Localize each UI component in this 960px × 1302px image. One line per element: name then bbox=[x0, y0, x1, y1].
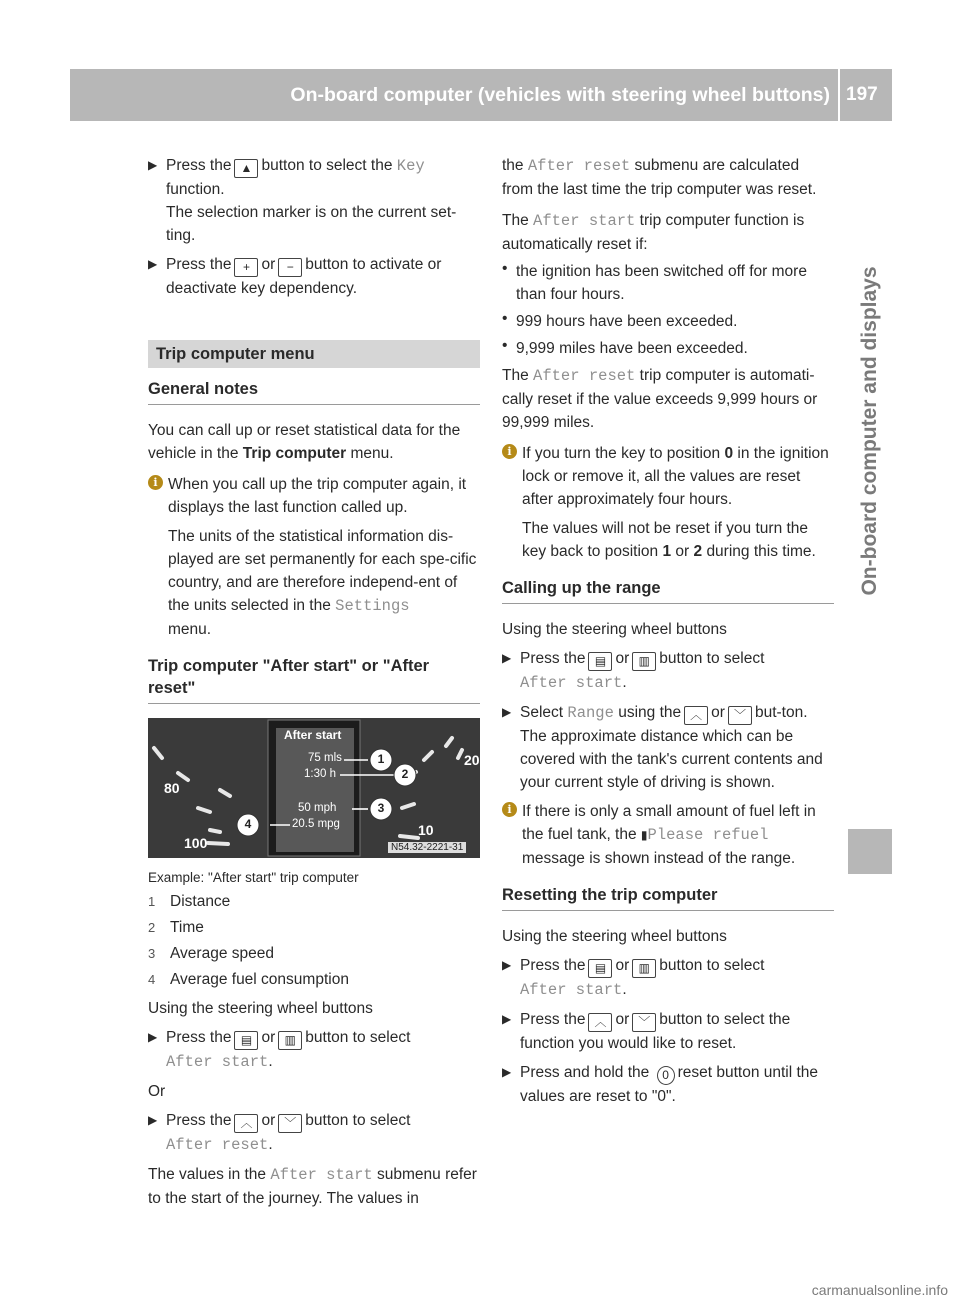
callout-2: 2 bbox=[401, 767, 409, 781]
heading-reset: Resetting the trip computer bbox=[502, 884, 834, 911]
section-band: Trip computer menu bbox=[148, 340, 480, 368]
or-text: Or bbox=[148, 1083, 166, 1100]
step-select-after-start: ▶ Press the ▤ or ▥ button to select After start. bbox=[148, 1026, 480, 1074]
info-note: i If there is only a small amount of fuel left in the fuel tank, the ▮Please refuel message is shown instead of the range. bbox=[502, 800, 834, 870]
screen-left-button-icon: ▤ bbox=[234, 1031, 258, 1050]
paragraph-general: You can call up or reset statistical data for the vehicle in the Trip computer menu. bbox=[148, 422, 461, 462]
paragraph-auto-reset: The After reset trip computer is automati-cally reset if the value exceeds 9,999 hours or 99,999 miles. bbox=[502, 367, 818, 431]
info-note: i When you call up the trip computer again, it displays the last function called up. The units of the statistical information dis-played are set permanently for each spe-cific country, and are therefore independ-ent of the units selected in the Settings menu. bbox=[148, 473, 480, 641]
page-number: 197 bbox=[846, 84, 878, 105]
right-column bbox=[502, 154, 834, 1114]
up-button-icon: ▲ bbox=[234, 159, 258, 178]
arrow-icon: ▶ bbox=[502, 651, 512, 665]
page-header bbox=[70, 69, 892, 121]
using-buttons-text: Using the steering wheel buttons bbox=[502, 621, 727, 638]
arrow-icon: ▶ bbox=[148, 1030, 158, 1044]
screen-right-button-icon: ▥ bbox=[278, 1031, 302, 1050]
screen-left-button-icon: ▤ bbox=[588, 959, 612, 978]
legend-item: 4 Average fuel consumption bbox=[148, 971, 349, 988]
arrow-icon: ▶ bbox=[502, 1065, 512, 1079]
step-range-select-after-start: ▶ Press the ▤ or ▥ button to select After start. bbox=[502, 647, 834, 695]
using-buttons-text: Using the steering wheel buttons bbox=[148, 1000, 373, 1017]
step-reset-select-after-start: ▶ Press the ▤ or ▥ button to select After start. bbox=[502, 954, 834, 1002]
screen-time: 1:30 h bbox=[304, 768, 336, 780]
screen-consumption: 20.5 mpg bbox=[292, 818, 340, 830]
list-item: • the ignition has been switched off for more than four hours. bbox=[502, 260, 807, 303]
gauge-80: 80 bbox=[164, 780, 180, 796]
key-display-text: Key bbox=[396, 157, 425, 175]
chevron-up-button-icon: ︿ bbox=[684, 706, 708, 725]
instrument-cluster-figure bbox=[148, 718, 480, 858]
callout-1: 1 bbox=[377, 752, 385, 766]
chevron-up-button-icon: ︿ bbox=[588, 1013, 612, 1032]
step-select-after-reset: ▶ Press the ︿ or ﹀ button to select After reset. bbox=[148, 1109, 480, 1157]
reset-button-icon: 0 bbox=[657, 1066, 675, 1085]
step-select-function: ▶ Press the ︿ or ﹀ button to select the function you would like to reset. bbox=[502, 1008, 834, 1055]
paragraph-values: The values in the After start submenu refer to the start of the journey. The values in bbox=[148, 1166, 477, 1207]
header-title: On-board computer (vehicles with steering wheel buttons) bbox=[290, 84, 830, 106]
plus-button-icon: + bbox=[234, 258, 258, 277]
screen-right-button-icon: ▥ bbox=[632, 652, 656, 671]
legend-item: 2 Time bbox=[148, 919, 204, 936]
figure-code: N54.32-2221-31 bbox=[388, 842, 466, 853]
side-tab-marker bbox=[848, 829, 892, 874]
chevron-up-button-icon: ︿ bbox=[234, 1114, 258, 1133]
paragraph-after-start: The After start trip computer function is automatically reset if: bbox=[502, 212, 805, 253]
list-item: • 999 hours have been exceeded. bbox=[502, 310, 738, 330]
arrow-icon: ▶ bbox=[148, 1113, 158, 1127]
gauge-20: 20 bbox=[464, 752, 480, 768]
step-activate-key: ▶ Press the + or − button to activate or deactivate key dependency. bbox=[148, 253, 480, 300]
fuel-pump-icon: ▮ bbox=[640, 828, 648, 842]
chevron-down-button-icon: ﹀ bbox=[278, 1114, 302, 1133]
legend-item: 3 Average speed bbox=[148, 945, 274, 962]
info-note: i If you turn the key to position 0 in the ignition lock or remove it, all the values are reset after approximately four hours. The values will not be reset if you turn the key back to position 1 or 2 during this time. bbox=[502, 442, 834, 563]
side-tab-label: On-board computer and displays bbox=[858, 266, 881, 596]
arrow-icon: ▶ bbox=[502, 958, 512, 972]
chevron-down-button-icon: ﹀ bbox=[632, 1013, 656, 1032]
using-buttons-text: Using the steering wheel buttons bbox=[502, 928, 727, 945]
gauge-10: 10 bbox=[418, 822, 434, 838]
callout-3: 3 bbox=[377, 801, 385, 815]
paragraph-after-reset: the After reset submenu are calculated from the last time the trip computer was reset. bbox=[502, 157, 817, 198]
list-item: • 9,999 miles have been exceeded. bbox=[502, 337, 748, 357]
screen-left-button-icon: ▤ bbox=[588, 652, 612, 671]
callout-4: 4 bbox=[244, 817, 252, 831]
header-separator bbox=[838, 69, 840, 121]
figure-legend bbox=[148, 890, 480, 991]
settings-display-text: Settings bbox=[335, 597, 410, 615]
arrow-icon: ▶ bbox=[148, 158, 158, 172]
heading-general-notes: General notes bbox=[148, 378, 480, 405]
screen-speed: 50 mph bbox=[298, 802, 337, 814]
info-icon: i bbox=[148, 475, 163, 490]
info-icon: i bbox=[502, 802, 517, 817]
heading-range: Calling up the range bbox=[502, 577, 834, 604]
left-column bbox=[148, 154, 480, 1210]
arrow-icon: ▶ bbox=[148, 257, 158, 271]
figure-caption: Example: "After start" trip computer bbox=[148, 870, 359, 885]
screen-title: After start bbox=[284, 728, 342, 742]
heading-trip-computer: Trip computer "After start" or "After reset" bbox=[148, 655, 480, 704]
info-icon: i bbox=[502, 444, 517, 459]
side-tab bbox=[848, 121, 892, 741]
screen-right-button-icon: ▥ bbox=[632, 959, 656, 978]
gauge-100: 100 bbox=[184, 835, 208, 851]
arrow-icon: ▶ bbox=[502, 705, 512, 719]
step-select-range: ▶ Select Range using the ︿ or ﹀ but-ton. The approximate distance which can be covered with the tank's current contents and your current style of driving is shown. bbox=[502, 701, 834, 794]
screen-distance: 75 mls bbox=[308, 752, 342, 764]
legend-item: 1 Distance bbox=[148, 893, 231, 910]
step-select-key: ▶ Press the ▲ button to select the Key function. The selection marker is on the current set-ting. bbox=[148, 154, 480, 247]
minus-button-icon: − bbox=[278, 258, 302, 277]
step-press-reset: ▶ Press and hold the 0 reset button until the values are reset to "0". bbox=[502, 1061, 834, 1108]
chevron-down-button-icon: ﹀ bbox=[728, 706, 752, 725]
footer-watermark: carmanualsonline.info bbox=[811, 1282, 948, 1298]
arrow-icon: ▶ bbox=[502, 1012, 512, 1026]
